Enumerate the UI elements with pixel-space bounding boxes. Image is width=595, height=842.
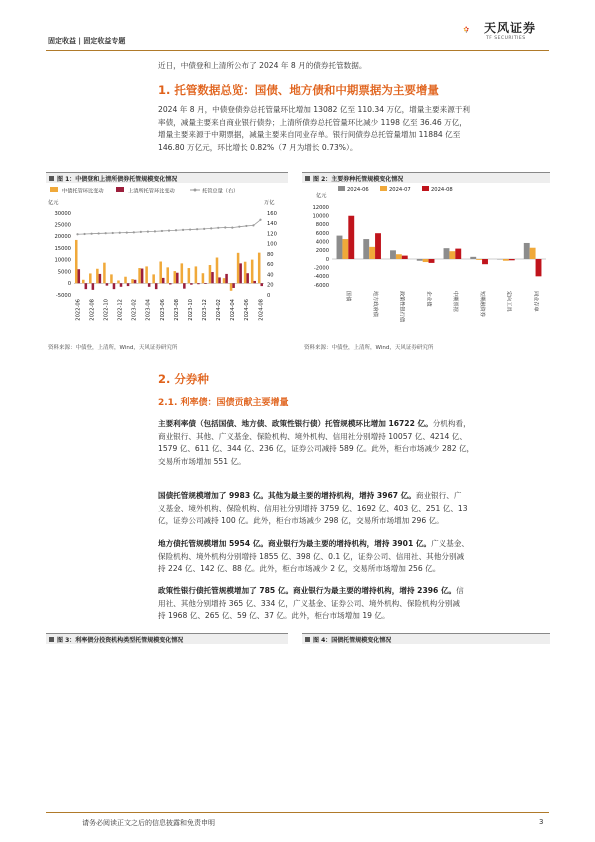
paragraph-line: 增量主要来源于中期票据，减量主要来自同业存单。银行间债券总托管量增加 11884 亿至 [158, 130, 461, 139]
header-section-label: 固定收益 | 固定收益专题 [48, 37, 126, 45]
y-tick-label: 12000 [312, 204, 329, 211]
bar [218, 277, 221, 283]
paragraph-line: 持 1968 亿、265 亿、59 亿、37 亿。此外，柜台市场增加 19 亿。 [158, 611, 390, 620]
y2-tick-label: 60 [267, 262, 274, 269]
x-tick-label: 2024-08 [258, 299, 265, 321]
fig2-title: 图 2：主要券种托管规模变化情况 [305, 174, 403, 183]
fig4-title: 图 4：国债托管规模变化情况 [305, 635, 391, 644]
y-tick-label: -6000 [313, 282, 329, 289]
paragraph-line: 146.80 万亿元，环比增长 0.82%（7 月为增长 0.73%）。 [158, 142, 358, 152]
legend-swatch [380, 186, 387, 191]
bar [244, 262, 247, 284]
y-tick-label: 6000 [315, 230, 329, 237]
bar [204, 283, 207, 284]
y-tick-label: -4000 [313, 274, 329, 281]
fig3-title: 图 3：利率债分投资机构类型托管规模变化情况 [49, 635, 183, 644]
square-bullet-icon [305, 176, 310, 181]
data-point [76, 233, 78, 235]
paragraph-line: 率债，减量主要来自商业银行债券；上清所债券总托管量环比减少 1198 亿至 36.46 万亿， [158, 117, 467, 127]
data-point [196, 228, 198, 230]
paragraph-line: 亿，证券公司减持 100 亿。此外，柜台市场减少 298 亿，交易所市场增加 296 亿。 [158, 516, 444, 525]
legend-swatch [338, 186, 345, 191]
data-point [224, 226, 226, 228]
intro-paragraph: 近日，中债登和上清所公布了 2024 年 8 月的债券托管数据。 [158, 61, 367, 70]
bar [127, 283, 130, 286]
legend-swatch [50, 187, 58, 192]
bar [92, 283, 95, 290]
bar [253, 281, 256, 283]
bar [106, 283, 109, 285]
bar [470, 257, 476, 259]
data-point [210, 227, 212, 229]
x-tick-label: 2023-08 [173, 299, 180, 321]
x-tick-label: 定向工具 [505, 291, 512, 312]
paragraph-lead: 国债托管规模增加了 9983 亿。其他为最主要的增持机构，增持 3967 亿。 [158, 491, 416, 500]
paragraph-line: 持 224 亿、142 亿、88 亿。此外，柜台市场减少 2 亿，交易所市场增加 256 亿。 [158, 564, 441, 573]
bar [455, 249, 461, 259]
bar [482, 259, 488, 264]
fig1-source: 资料来源：中债登，上清所，Wind，天风证券研究所 [48, 345, 178, 351]
bar [166, 267, 169, 283]
bar [190, 283, 193, 284]
data-point [119, 232, 121, 234]
data-point [112, 232, 114, 234]
bar [169, 283, 172, 284]
paragraph-line: 义基金、境外机构、保险机构、信用社分别增持 3759 亿、1692 亿、403 亿、251 亿、13 [158, 503, 468, 513]
paragraph-line: 2024 年 8 月，中债登债券总托管量环比增加 13082 亿至 110.34 万亿，增量主要来源于利 [158, 105, 470, 114]
bar [258, 253, 261, 284]
x-tick-label: 2023-02 [131, 299, 138, 321]
bar [202, 273, 205, 283]
data-point [133, 231, 135, 233]
data-point [175, 229, 177, 231]
logo-subtitle: TF SECURITIES [486, 36, 526, 41]
bar [449, 251, 455, 259]
paragraph-line: 广义基金、 [431, 539, 470, 548]
bar [211, 272, 214, 283]
data-point [105, 232, 107, 234]
bar [195, 266, 198, 283]
legend-label: 上清所托管环比变动 [128, 188, 175, 195]
fig1-chart [46, 185, 288, 335]
bar [536, 259, 542, 276]
footer-divider [46, 812, 549, 813]
y-tick-label: 4000 [315, 239, 329, 246]
bar [174, 271, 177, 283]
bar [342, 239, 348, 259]
y-tick-label: -2000 [313, 265, 329, 272]
bar [369, 247, 375, 259]
bar [155, 283, 158, 289]
bar [152, 274, 155, 283]
data-point [98, 232, 100, 234]
x-tick-label: 2023-06 [159, 299, 166, 321]
x-tick-label: 2022-08 [89, 299, 96, 321]
x-tick-label: 2022-12 [117, 299, 124, 321]
x-tick-label: 国债 [345, 291, 352, 302]
y-tick-label: 5000 [57, 269, 71, 276]
bar [237, 253, 240, 283]
bar [183, 283, 186, 288]
legend-swatch [422, 186, 429, 191]
legend-swatch [116, 187, 124, 192]
y-tick-label: 20000 [54, 234, 71, 241]
fig2-chart [302, 185, 550, 335]
bar [89, 273, 92, 283]
data-point [245, 225, 247, 227]
y2-tick-label: 20 [267, 282, 274, 289]
x-tick-label: 中期票据 [452, 291, 459, 312]
paragraph-lead: 地方债托管规模增加 5954 亿。商业银行为最主要的增持机构，增持 3901 亿。 [158, 539, 432, 548]
bar [225, 274, 228, 283]
bar [134, 280, 137, 284]
bar [348, 216, 354, 259]
bar [417, 259, 423, 261]
y2-tick-label: 80 [267, 251, 274, 258]
bar [145, 266, 148, 283]
bar [141, 269, 144, 284]
legend-label: 2024-08 [431, 187, 453, 193]
section1-paragraph [158, 104, 550, 154]
y-tick-label: 0 [325, 256, 329, 263]
bar [159, 261, 162, 283]
bar [223, 278, 226, 283]
bar [75, 240, 78, 283]
y-tick-label: -5000 [55, 292, 71, 299]
bar [375, 233, 381, 259]
y-tick-label: 8000 [315, 222, 329, 229]
bar [117, 280, 120, 283]
x-tick-label: 企业债 [425, 291, 432, 307]
y2-tick-label: 0 [267, 292, 271, 299]
bar [390, 250, 396, 259]
legend-label: 2024-07 [389, 187, 411, 193]
bar [209, 265, 212, 283]
y-tick-label: 10000 [312, 213, 329, 220]
data-point [189, 228, 191, 230]
paragraph-lead: 政策性银行债托管规模增加了 785 亿。商业银行为最主要的增持机构，增持 2396 亿。 [158, 586, 457, 595]
y-tick-label: 25000 [54, 222, 71, 229]
bar [148, 283, 151, 287]
data-point [147, 231, 149, 233]
bar [99, 274, 102, 283]
x-tick-label: 同业存单 [532, 291, 539, 312]
data-point [154, 230, 156, 232]
bar [110, 274, 113, 283]
x-tick-label: 2024-06 [244, 299, 251, 321]
y2-tick-label: 120 [267, 231, 277, 238]
y2-axis-unit: 万亿 [264, 200, 275, 206]
section2-title: 2. 分券种 [158, 372, 209, 386]
legend-point-marker [194, 189, 197, 192]
bar [503, 259, 509, 261]
bar [82, 280, 85, 284]
bar [197, 283, 200, 284]
bar [337, 236, 343, 259]
bar [530, 248, 536, 259]
bar [476, 259, 482, 260]
data-point [252, 224, 254, 226]
bar [246, 273, 249, 283]
bar [138, 268, 141, 283]
page-number: 3 [539, 818, 544, 826]
y-axis-unit: 亿元 [316, 193, 327, 199]
square-bullet-icon [49, 637, 54, 642]
bar [113, 283, 116, 289]
x-tick-label: 政策性银行债 [398, 291, 405, 323]
x-tick-label: 2023-10 [187, 299, 194, 321]
bar [444, 248, 450, 259]
paragraph-policy-bank [158, 585, 550, 623]
y-tick-label: 0 [67, 281, 71, 288]
bar [162, 278, 165, 283]
bar [402, 256, 408, 259]
bar [232, 283, 235, 288]
y-axis-unit: 亿元 [48, 200, 59, 206]
bar [124, 277, 127, 284]
footer-disclaimer: 请务必阅读正文之后的信息披露和免责申明 [82, 819, 215, 827]
data-point [161, 230, 163, 232]
bar [103, 263, 106, 284]
y-tick-label: 30000 [54, 210, 71, 217]
y2-tick-label: 40 [267, 272, 274, 279]
paragraph-lead: 主要利率债（包括国债、地方债、政策性银行债）托管规模环比增加 16722 亿。 [158, 419, 433, 428]
y2-tick-label: 160 [267, 210, 277, 217]
y-tick-label: 15000 [54, 245, 71, 252]
bar [260, 283, 263, 286]
logo-name: 天风证券 [484, 21, 537, 35]
paragraph-line: 保险机构、境外机构分别增持 1855 亿、398 亿、0.1 亿，证券公司、信用社、其他分别减 [158, 551, 465, 561]
legend-label: 中债托管环比变动 [62, 188, 104, 195]
paragraph-line: 1579 亿、611 亿、344 亿、236 亿，证券公司减持 589 亿。此外，柜台市场减少 282 亿， [158, 444, 475, 453]
data-point [259, 219, 261, 221]
y2-tick-label: 140 [267, 221, 277, 228]
paragraph-line: 交易所市场增加 551 亿。 [158, 456, 246, 466]
data-point [90, 233, 92, 235]
data-point [203, 228, 205, 230]
fig1-title: 图 1：中债登和上清所债券托管规模变化情况 [49, 174, 177, 183]
bar [176, 273, 179, 284]
square-bullet-icon [49, 176, 54, 181]
x-tick-label: 2024-04 [230, 299, 237, 321]
data-point [231, 227, 233, 229]
bar [429, 259, 435, 263]
bar [85, 283, 88, 289]
section1-title: 1. 托管数据总览：国债、地方债和中期票据为主要增量 [158, 83, 439, 97]
bar [181, 263, 184, 283]
data-point [126, 231, 128, 233]
data-point [182, 229, 184, 231]
x-tick-label: 2022-10 [103, 299, 110, 321]
paragraph-line: 商业银行、广 [415, 491, 462, 500]
y-tick-label: 10000 [54, 257, 71, 264]
bar [524, 243, 530, 259]
bar [78, 269, 81, 283]
bar [216, 258, 219, 284]
data-point [83, 233, 85, 235]
bar [120, 283, 123, 287]
x-tick-label: 2023-12 [201, 299, 208, 321]
data-point [168, 230, 170, 232]
paragraph-line: 分机构看， [432, 419, 471, 428]
square-bullet-icon [305, 637, 310, 642]
header-divider [46, 50, 549, 51]
x-tick-label: 2023-04 [145, 299, 152, 321]
data-point [238, 226, 240, 228]
legend-label: 2024-06 [347, 187, 369, 193]
bar [131, 279, 134, 283]
x-tick-label: 短期融资券 [478, 291, 485, 317]
y-tick-label: 2000 [315, 248, 329, 255]
data-point [140, 231, 142, 233]
bar [188, 268, 191, 283]
bar [423, 259, 429, 262]
bar [96, 269, 99, 284]
paragraph-line: 用社、其他分别增持 365 亿、334 亿，广义基金、证券公司、境外机构、保险机构分别减 [158, 598, 461, 608]
legend-label: 托管总量（右） [202, 188, 239, 195]
paragraph-local-gov [158, 538, 550, 576]
x-tick-label: 2022-06 [75, 299, 82, 321]
x-tick-label: 2024-02 [216, 299, 223, 321]
bar [396, 254, 402, 259]
bar [509, 259, 515, 260]
bar [251, 260, 254, 284]
x-tick-label: 地方政府债 [371, 291, 378, 317]
paragraph-line: 商业银行、其他、广义基金、保险机构、境外机构、信用社分别增持 10057 亿、4214 亿、 [158, 431, 467, 441]
bar [363, 239, 369, 259]
bar [230, 283, 233, 290]
fig2-source: 资料来源：中债登，上清所，Wind，天风证券研究所 [304, 345, 434, 351]
paragraph-line: 信 [456, 586, 464, 595]
paragraph-rate-bonds [158, 418, 550, 468]
y2-tick-label: 100 [267, 241, 277, 248]
paragraph-treasury [158, 490, 550, 528]
data-point [217, 227, 219, 229]
section21-title: 2.1. 利率债：国债贡献主要增量 [158, 398, 289, 408]
bar [239, 263, 242, 283]
